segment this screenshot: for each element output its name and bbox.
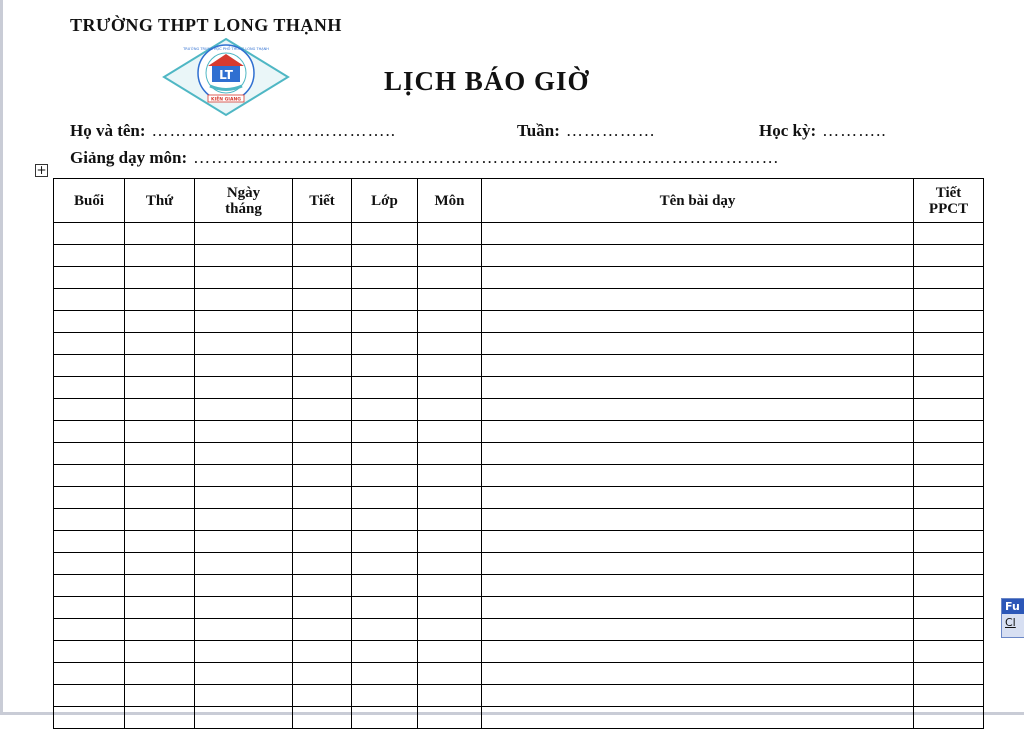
table-cell-ngay-thang[interactable]	[195, 399, 293, 421]
table-cell-mon[interactable]	[418, 443, 482, 465]
table-cell-buoi[interactable]	[54, 619, 125, 641]
table-cell-buoi[interactable]	[54, 399, 125, 421]
table-cell-tiet-ppct[interactable]	[914, 333, 984, 355]
table-cell-tiet[interactable]	[293, 377, 352, 399]
table-cell-buoi[interactable]	[54, 465, 125, 487]
table-cell-mon[interactable]	[418, 333, 482, 355]
table-cell-mon[interactable]	[418, 311, 482, 333]
table-cell-lop[interactable]	[352, 311, 418, 333]
table-cell-ten-bai-day[interactable]	[482, 531, 914, 553]
table-row	[54, 641, 984, 663]
table-cell-ten-bai-day[interactable]	[482, 641, 914, 663]
table-cell-tiet-ppct[interactable]	[914, 619, 984, 641]
table-cell-tiet-ppct[interactable]	[914, 487, 984, 509]
table-cell-tiet[interactable]	[293, 531, 352, 553]
table-cell-tiet[interactable]	[293, 289, 352, 311]
table-cell-buoi[interactable]	[54, 333, 125, 355]
name-field	[70, 121, 396, 141]
table-row	[54, 421, 984, 443]
table-cell-mon[interactable]	[418, 289, 482, 311]
table-cell-tiet[interactable]	[293, 663, 352, 685]
table-cell-ngay-thang[interactable]	[195, 377, 293, 399]
table-cell-thu[interactable]	[125, 333, 195, 355]
table-cell-ngay-thang[interactable]	[195, 509, 293, 531]
table-cell-buoi[interactable]	[54, 487, 125, 509]
table-cell-mon[interactable]	[418, 465, 482, 487]
table-cell-tiet-ppct[interactable]	[914, 685, 984, 707]
document-title: LỊCH BÁO GIỜ	[384, 66, 590, 96]
table-cell-ngay-thang[interactable]	[195, 289, 293, 311]
table-cell-mon[interactable]	[418, 619, 482, 641]
table-cell-tiet-ppct[interactable]	[914, 267, 984, 289]
table-cell-ten-bai-day[interactable]	[482, 575, 914, 597]
table-cell-tiet[interactable]	[293, 553, 352, 575]
logo-emblem-letters: LT	[219, 68, 233, 82]
table-cell-tiet-ppct[interactable]	[914, 223, 984, 245]
table-cell-tiet-ppct[interactable]	[914, 443, 984, 465]
table-cell-ten-bai-day[interactable]	[482, 421, 914, 443]
table-cell-ten-bai-day[interactable]	[482, 509, 914, 531]
table-cell-tiet[interactable]	[293, 641, 352, 663]
table-cell-thu[interactable]	[125, 245, 195, 267]
subject-label: Giảng dạy môn:	[70, 148, 188, 167]
school-logo	[162, 37, 290, 117]
table-cell-ten-bai-day[interactable]	[482, 311, 914, 333]
table-cell-tiet[interactable]	[293, 311, 352, 333]
table-cell-mon[interactable]	[418, 707, 482, 729]
table-cell-ten-bai-day[interactable]	[482, 223, 914, 245]
table-cell-tiet-ppct[interactable]	[914, 377, 984, 399]
table-cell-lop[interactable]	[352, 641, 418, 663]
table-cell-buoi[interactable]	[54, 575, 125, 597]
table-row	[54, 531, 984, 553]
logo-ring-text: TRƯỜNG TRUNG HỌC PHỔ THÔNG LONG THẠNH	[183, 47, 269, 51]
table-cell-lop[interactable]	[352, 487, 418, 509]
table-cell-mon[interactable]	[418, 509, 482, 531]
table-cell-lop[interactable]	[352, 597, 418, 619]
week-label: Tuần:	[517, 121, 560, 140]
table-row	[54, 267, 984, 289]
table-cell-tiet-ppct[interactable]	[914, 641, 984, 663]
table-cell-tiet[interactable]	[293, 487, 352, 509]
table-cell-tiet[interactable]	[293, 267, 352, 289]
table-cell-tiet-ppct[interactable]	[914, 553, 984, 575]
table-cell-ten-bai-day[interactable]	[482, 333, 914, 355]
table-cell-tiet-ppct[interactable]	[914, 245, 984, 267]
table-move-handle-icon[interactable]: +	[36, 163, 47, 177]
name-label: Họ và tên:	[70, 121, 146, 140]
table-row	[54, 223, 984, 245]
table-cell-thu[interactable]	[125, 663, 195, 685]
table-cell-ten-bai-day[interactable]	[482, 619, 914, 641]
table-row	[54, 355, 984, 377]
table-cell-ngay-thang[interactable]	[195, 641, 293, 663]
table-cell-mon[interactable]	[418, 267, 482, 289]
table-cell-buoi[interactable]	[54, 289, 125, 311]
table-cell-buoi[interactable]	[54, 597, 125, 619]
table-cell-ten-bai-day[interactable]	[482, 443, 914, 465]
header-buoi[interactable]: Buổi	[54, 179, 125, 223]
semester-dots: ………..	[822, 121, 887, 140]
table-cell-mon[interactable]	[418, 245, 482, 267]
table-cell-ngay-thang[interactable]	[195, 333, 293, 355]
table-cell-ten-bai-day[interactable]	[482, 245, 914, 267]
header-ten-bai-day[interactable]: Tên bài dạy	[482, 179, 914, 223]
table-cell-tiet[interactable]	[293, 333, 352, 355]
subject-field	[70, 148, 780, 168]
table-cell-mon[interactable]	[418, 641, 482, 663]
table-row	[54, 443, 984, 465]
table-cell-buoi[interactable]	[54, 267, 125, 289]
table-row	[54, 465, 984, 487]
header-lop[interactable]: Lớp	[352, 179, 418, 223]
table-cell-lop[interactable]	[352, 421, 418, 443]
table-cell-lop[interactable]	[352, 531, 418, 553]
table-cell-thu[interactable]	[125, 707, 195, 729]
table-cell-lop[interactable]	[352, 663, 418, 685]
table-row	[54, 619, 984, 641]
table-cell-thu[interactable]	[125, 465, 195, 487]
table-cell-thu[interactable]	[125, 443, 195, 465]
table-cell-mon[interactable]	[418, 597, 482, 619]
table-row	[54, 289, 984, 311]
table-cell-ngay-thang[interactable]	[195, 597, 293, 619]
table-row	[54, 311, 984, 333]
table-cell-ngay-thang[interactable]	[195, 707, 293, 729]
table-cell-tiet-ppct[interactable]	[914, 421, 984, 443]
table-cell-lop[interactable]	[352, 465, 418, 487]
table-cell-buoi[interactable]	[54, 245, 125, 267]
table-cell-tiet-ppct[interactable]	[914, 663, 984, 685]
table-cell-tiet[interactable]	[293, 707, 352, 729]
table-cell-lop[interactable]	[352, 245, 418, 267]
header-mon[interactable]: Môn	[418, 179, 482, 223]
table-cell-tiet-ppct[interactable]	[914, 509, 984, 531]
table-cell-thu[interactable]	[125, 267, 195, 289]
table-cell-tiet-ppct[interactable]	[914, 399, 984, 421]
table-cell-buoi[interactable]	[54, 377, 125, 399]
table-cell-ngay-thang[interactable]	[195, 443, 293, 465]
table-cell-ngay-thang[interactable]	[195, 311, 293, 333]
table-cell-buoi[interactable]	[54, 311, 125, 333]
semester-label: Học kỳ:	[759, 121, 817, 140]
table-row	[54, 245, 984, 267]
table-row	[54, 333, 984, 355]
table-cell-lop[interactable]	[352, 267, 418, 289]
popup-item[interactable]: Cl	[1005, 616, 1016, 629]
table-cell-thu[interactable]	[125, 355, 195, 377]
table-cell-ten-bai-day[interactable]	[482, 377, 914, 399]
table-cell-tiet[interactable]	[293, 575, 352, 597]
table-cell-tiet[interactable]	[293, 465, 352, 487]
table-cell-thu[interactable]	[125, 289, 195, 311]
table-cell-mon[interactable]	[418, 421, 482, 443]
table-cell-tiet[interactable]	[293, 619, 352, 641]
table-cell-thu[interactable]	[125, 399, 195, 421]
semester-field	[759, 121, 887, 141]
table-cell-ngay-thang[interactable]	[195, 531, 293, 553]
table-cell-ten-bai-day[interactable]	[482, 289, 914, 311]
table-row	[54, 707, 984, 729]
table-body	[54, 223, 984, 729]
table-cell-buoi[interactable]	[54, 443, 125, 465]
table-cell-lop[interactable]	[352, 223, 418, 245]
table-cell-ten-bai-day[interactable]	[482, 663, 914, 685]
week-dots: ……………	[565, 121, 656, 140]
table-cell-buoi[interactable]	[54, 509, 125, 531]
table-cell-ten-bai-day[interactable]	[482, 707, 914, 729]
floating-popup[interactable]	[1001, 598, 1024, 638]
table-row	[54, 509, 984, 531]
table-cell-buoi[interactable]	[54, 553, 125, 575]
table-cell-tiet-ppct[interactable]	[914, 597, 984, 619]
schedule-table	[53, 178, 984, 729]
table-cell-ngay-thang[interactable]	[195, 553, 293, 575]
header-thu[interactable]: Thứ	[125, 179, 195, 223]
table-cell-ngay-thang[interactable]	[195, 575, 293, 597]
table-cell-thu[interactable]	[125, 641, 195, 663]
table-cell-lop[interactable]	[352, 553, 418, 575]
table-cell-ngay-thang[interactable]	[195, 355, 293, 377]
table-cell-buoi[interactable]	[54, 531, 125, 553]
table-cell-tiet-ppct[interactable]	[914, 707, 984, 729]
table-cell-lop[interactable]	[352, 707, 418, 729]
name-dots: …………………………………..	[151, 121, 397, 140]
table-cell-lop[interactable]	[352, 443, 418, 465]
table-row	[54, 575, 984, 597]
table-cell-ten-bai-day[interactable]	[482, 399, 914, 421]
table-cell-ten-bai-day[interactable]	[482, 267, 914, 289]
table-cell-lop[interactable]	[352, 509, 418, 531]
table-cell-ten-bai-day[interactable]	[482, 685, 914, 707]
page-left-edge	[0, 0, 3, 715]
table-cell-buoi[interactable]	[54, 663, 125, 685]
table-cell-thu[interactable]	[125, 685, 195, 707]
table-cell-lop[interactable]	[352, 685, 418, 707]
table-cell-thu[interactable]	[125, 377, 195, 399]
table-cell-ngay-thang[interactable]	[195, 421, 293, 443]
table-cell-thu[interactable]	[125, 575, 195, 597]
table-cell-tiet[interactable]	[293, 223, 352, 245]
table-cell-buoi[interactable]	[54, 355, 125, 377]
table-cell-buoi[interactable]	[54, 707, 125, 729]
table-cell-tiet[interactable]	[293, 443, 352, 465]
table-cell-tiet-ppct[interactable]	[914, 575, 984, 597]
table-cell-lop[interactable]	[352, 333, 418, 355]
table-cell-ten-bai-day[interactable]	[482, 487, 914, 509]
table-cell-ngay-thang[interactable]	[195, 685, 293, 707]
table-row	[54, 553, 984, 575]
table-cell-ngay-thang[interactable]	[195, 619, 293, 641]
table-cell-tiet[interactable]	[293, 685, 352, 707]
table-row	[54, 685, 984, 707]
table-cell-mon[interactable]	[418, 377, 482, 399]
table-cell-tiet[interactable]	[293, 509, 352, 531]
table-cell-tiet-ppct[interactable]	[914, 465, 984, 487]
table-cell-tiet[interactable]	[293, 597, 352, 619]
table-cell-thu[interactable]	[125, 597, 195, 619]
table-cell-mon[interactable]	[418, 575, 482, 597]
header-tiet-ppct[interactable]: Tiết PPCT	[914, 179, 984, 223]
table-cell-ngay-thang[interactable]	[195, 267, 293, 289]
table-cell-lop[interactable]	[352, 289, 418, 311]
table-row	[54, 663, 984, 685]
table-cell-tiet-ppct[interactable]	[914, 355, 984, 377]
week-field	[517, 121, 656, 141]
popup-title[interactable]: Fu	[1002, 599, 1024, 614]
table-cell-mon[interactable]	[418, 531, 482, 553]
table-cell-tiet[interactable]	[293, 399, 352, 421]
table-cell-tiet-ppct[interactable]	[914, 531, 984, 553]
logo-banner-text: KIÊN GIANG	[211, 97, 241, 103]
table-cell-ten-bai-day[interactable]	[482, 465, 914, 487]
school-name: TRƯỜNG THPT LONG THẠNH	[70, 15, 342, 35]
table-cell-ten-bai-day[interactable]	[482, 597, 914, 619]
table-row	[54, 399, 984, 421]
table-cell-ngay-thang[interactable]	[195, 663, 293, 685]
table-cell-mon[interactable]	[418, 399, 482, 421]
table-cell-ngay-thang[interactable]	[195, 223, 293, 245]
table-cell-ten-bai-day[interactable]	[482, 553, 914, 575]
header-tiet[interactable]: Tiết	[293, 179, 352, 223]
table-row	[54, 597, 984, 619]
table-cell-lop[interactable]	[352, 575, 418, 597]
table-cell-tiet[interactable]	[293, 355, 352, 377]
table-cell-lop[interactable]	[352, 377, 418, 399]
table-cell-thu[interactable]	[125, 487, 195, 509]
table-cell-mon[interactable]	[418, 487, 482, 509]
table-cell-mon[interactable]	[418, 355, 482, 377]
table-header-row	[54, 179, 984, 223]
table-cell-thu[interactable]	[125, 421, 195, 443]
table-cell-ngay-thang[interactable]	[195, 487, 293, 509]
table-cell-ten-bai-day[interactable]	[482, 355, 914, 377]
table-cell-lop[interactable]	[352, 399, 418, 421]
table-cell-buoi[interactable]	[54, 223, 125, 245]
table-cell-mon[interactable]	[418, 663, 482, 685]
table-cell-buoi[interactable]	[54, 641, 125, 663]
table-cell-mon[interactable]	[418, 685, 482, 707]
table-cell-buoi[interactable]	[54, 421, 125, 443]
table-cell-tiet-ppct[interactable]	[914, 289, 984, 311]
table-cell-ngay-thang[interactable]	[195, 245, 293, 267]
subject-dots: …………………………………………………………..…………………………	[193, 148, 780, 167]
header-ngay-thang[interactable]: Ngày tháng	[195, 179, 293, 223]
table-cell-tiet-ppct[interactable]	[914, 311, 984, 333]
table-cell-lop[interactable]	[352, 619, 418, 641]
table-row	[54, 377, 984, 399]
table-cell-thu[interactable]	[125, 223, 195, 245]
table-cell-thu[interactable]	[125, 531, 195, 553]
table-row	[54, 487, 984, 509]
table-cell-mon[interactable]	[418, 223, 482, 245]
table-cell-tiet[interactable]	[293, 421, 352, 443]
table-cell-ngay-thang[interactable]	[195, 465, 293, 487]
table-cell-tiet[interactable]	[293, 245, 352, 267]
table-cell-thu[interactable]	[125, 311, 195, 333]
table-cell-mon[interactable]	[418, 553, 482, 575]
table-cell-thu[interactable]	[125, 619, 195, 641]
table-cell-lop[interactable]	[352, 355, 418, 377]
table-cell-buoi[interactable]	[54, 685, 125, 707]
table-cell-thu[interactable]	[125, 553, 195, 575]
table-cell-thu[interactable]	[125, 509, 195, 531]
